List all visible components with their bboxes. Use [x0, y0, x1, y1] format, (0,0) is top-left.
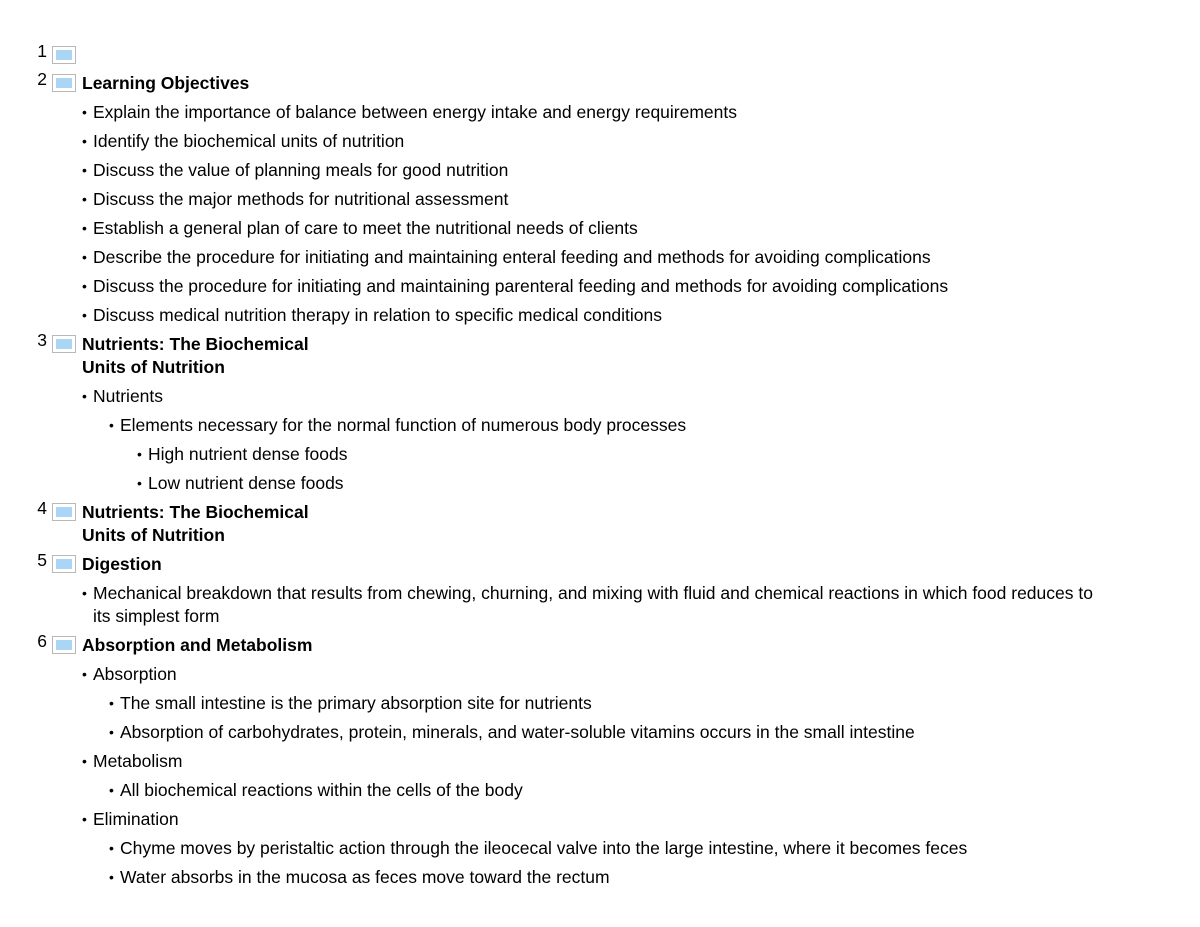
slide-title[interactable]: Digestion	[82, 554, 162, 574]
bullet-item[interactable]	[82, 808, 1200, 831]
slide-title[interactable]: Absorption and Metabolism	[82, 635, 313, 655]
slide-thumbnail-icon[interactable]	[52, 335, 76, 353]
bullet-text[interactable]: Identify the biochemical units of nutrition	[93, 131, 405, 151]
bullet-item[interactable]	[82, 443, 1200, 466]
bullet-item[interactable]	[82, 217, 1200, 240]
bullet-item[interactable]	[82, 304, 1200, 327]
bullet-item[interactable]	[82, 472, 1200, 495]
outline-slide[interactable]	[0, 631, 1200, 889]
bullet-text[interactable]: Low nutrient dense foods	[148, 473, 344, 493]
bullet-text[interactable]: Nutrients	[93, 386, 164, 406]
bullet-item[interactable]	[82, 866, 1200, 889]
bullet-item[interactable]	[82, 779, 1200, 802]
bullet-item[interactable]	[82, 130, 1200, 153]
bullet-text[interactable]: Elements necessary for the normal function of numerous body processes	[120, 415, 687, 435]
bullet-text[interactable]: All biochemical reactions within the cells of the body	[120, 780, 523, 800]
outline-slide[interactable]	[0, 69, 1200, 327]
slide-title-line: Nutrients: The Biochemical	[82, 334, 309, 354]
bullet-text[interactable]: Chyme moves by peristaltic action through the ileocecal valve into the large intestine, where it becomes feces	[120, 838, 968, 858]
slide-thumbnail-icon[interactable]	[52, 503, 76, 521]
slide-thumbnail-icon[interactable]	[52, 46, 76, 64]
bullet-text[interactable]: Absorption	[93, 664, 177, 684]
bullet-icon: •	[82, 278, 87, 294]
bullet-item[interactable]	[82, 414, 1200, 437]
bullet-text[interactable]: The small intestine is the primary absorption site for nutrients	[120, 693, 592, 713]
bullet-icon: •	[82, 104, 87, 120]
bullet-item[interactable]	[82, 721, 1200, 744]
bullet-text[interactable]: Explain the importance of balance between energy intake and energy requirements	[93, 102, 738, 122]
bullet-item[interactable]	[82, 385, 1200, 408]
slide-title[interactable]: Learning Objectives	[82, 73, 250, 93]
bullet-icon: •	[82, 162, 87, 178]
bullet-text[interactable]: Establish a general plan of care to meet the nutritional needs of clients	[93, 218, 638, 238]
bullet-text[interactable]: Water absorbs in the mucosa as feces move toward the rectum	[120, 867, 610, 887]
bullet-item[interactable]	[82, 188, 1200, 211]
bullet-icon: •	[109, 417, 114, 433]
bullet-icon: •	[82, 753, 87, 769]
outline-slide[interactable]	[0, 550, 1200, 628]
slide-title[interactable]	[82, 44, 1200, 67]
slide-number: 5	[37, 550, 47, 570]
bullet-item[interactable]	[82, 692, 1200, 715]
slide-title[interactable]	[82, 501, 1200, 547]
bullet-list	[82, 663, 1200, 889]
bullet-item[interactable]	[82, 159, 1200, 182]
bullet-text[interactable]: Absorption of carbohydrates, protein, minerals, and water-soluble vitamins occurs in the small intestine	[120, 722, 915, 742]
bullet-item[interactable]	[82, 275, 1200, 298]
slide-number: 2	[37, 69, 47, 89]
slide-title-line: Units of Nutrition	[82, 357, 225, 377]
bullet-icon: •	[82, 307, 87, 323]
bullet-text[interactable]: Describe the procedure for initiating and maintaining enteral feeding and methods for avoiding complications	[93, 247, 931, 267]
bullet-item[interactable]	[82, 246, 1200, 269]
bullet-icon: •	[82, 811, 87, 827]
bullet-icon: •	[109, 724, 114, 740]
bullet-item[interactable]	[82, 582, 1200, 628]
bullet-icon: •	[82, 191, 87, 207]
bullet-icon: •	[82, 249, 87, 265]
slide-thumbnail-icon[interactable]	[52, 74, 76, 92]
slide-title-line: Units of Nutrition	[82, 525, 225, 545]
bullet-icon: •	[82, 133, 87, 149]
bullet-icon: •	[109, 782, 114, 798]
bullet-list	[82, 582, 1200, 628]
slide-thumbnail-icon[interactable]	[52, 555, 76, 573]
bullet-list	[82, 101, 1200, 327]
slide-title-line: Nutrients: The Biochemical	[82, 502, 309, 522]
slide-number: 4	[37, 498, 47, 518]
outline-slide[interactable]	[0, 330, 1200, 495]
bullet-icon: •	[137, 475, 142, 491]
bullet-text[interactable]: Discuss the value of planning meals for good nutrition	[93, 160, 509, 180]
bullet-icon: •	[82, 585, 87, 601]
bullet-item[interactable]	[82, 837, 1200, 860]
bullet-icon: •	[82, 220, 87, 236]
slide-number: 3	[37, 330, 47, 350]
bullet-text[interactable]: High nutrient dense foods	[148, 444, 348, 464]
bullet-text[interactable]: Discuss medical nutrition therapy in relation to specific medical conditions	[93, 305, 663, 325]
bullet-text[interactable]: Discuss the procedure for initiating and maintaining parenteral feeding and methods for avoiding complications	[93, 276, 949, 296]
bullet-icon: •	[82, 388, 87, 404]
bullet-list	[82, 385, 1200, 495]
bullet-item[interactable]	[82, 101, 1200, 124]
outline-slide[interactable]	[0, 498, 1200, 547]
outline-slide[interactable]	[0, 41, 1200, 66]
slide-number: 6	[37, 631, 47, 651]
bullet-item[interactable]	[82, 750, 1200, 773]
bullet-text[interactable]: Discuss the major methods for nutritional assessment	[93, 189, 509, 209]
bullet-icon: •	[109, 869, 114, 885]
slide-number: 1	[37, 41, 47, 61]
bullet-item[interactable]	[82, 663, 1200, 686]
bullet-icon: •	[109, 840, 114, 856]
bullet-icon: •	[109, 695, 114, 711]
bullet-icon: •	[137, 446, 142, 462]
bullet-text[interactable]: Metabolism	[93, 751, 183, 771]
bullet-text[interactable]: Mechanical breakdown that results from chewing, churning, and mixing with fluid and chemical reactions in which food reduces to its simplest form	[93, 583, 1093, 626]
bullet-text[interactable]: Elimination	[93, 809, 179, 829]
slide-title[interactable]	[82, 333, 1200, 379]
slide-thumbnail-icon[interactable]	[52, 636, 76, 654]
bullet-icon: •	[82, 666, 87, 682]
